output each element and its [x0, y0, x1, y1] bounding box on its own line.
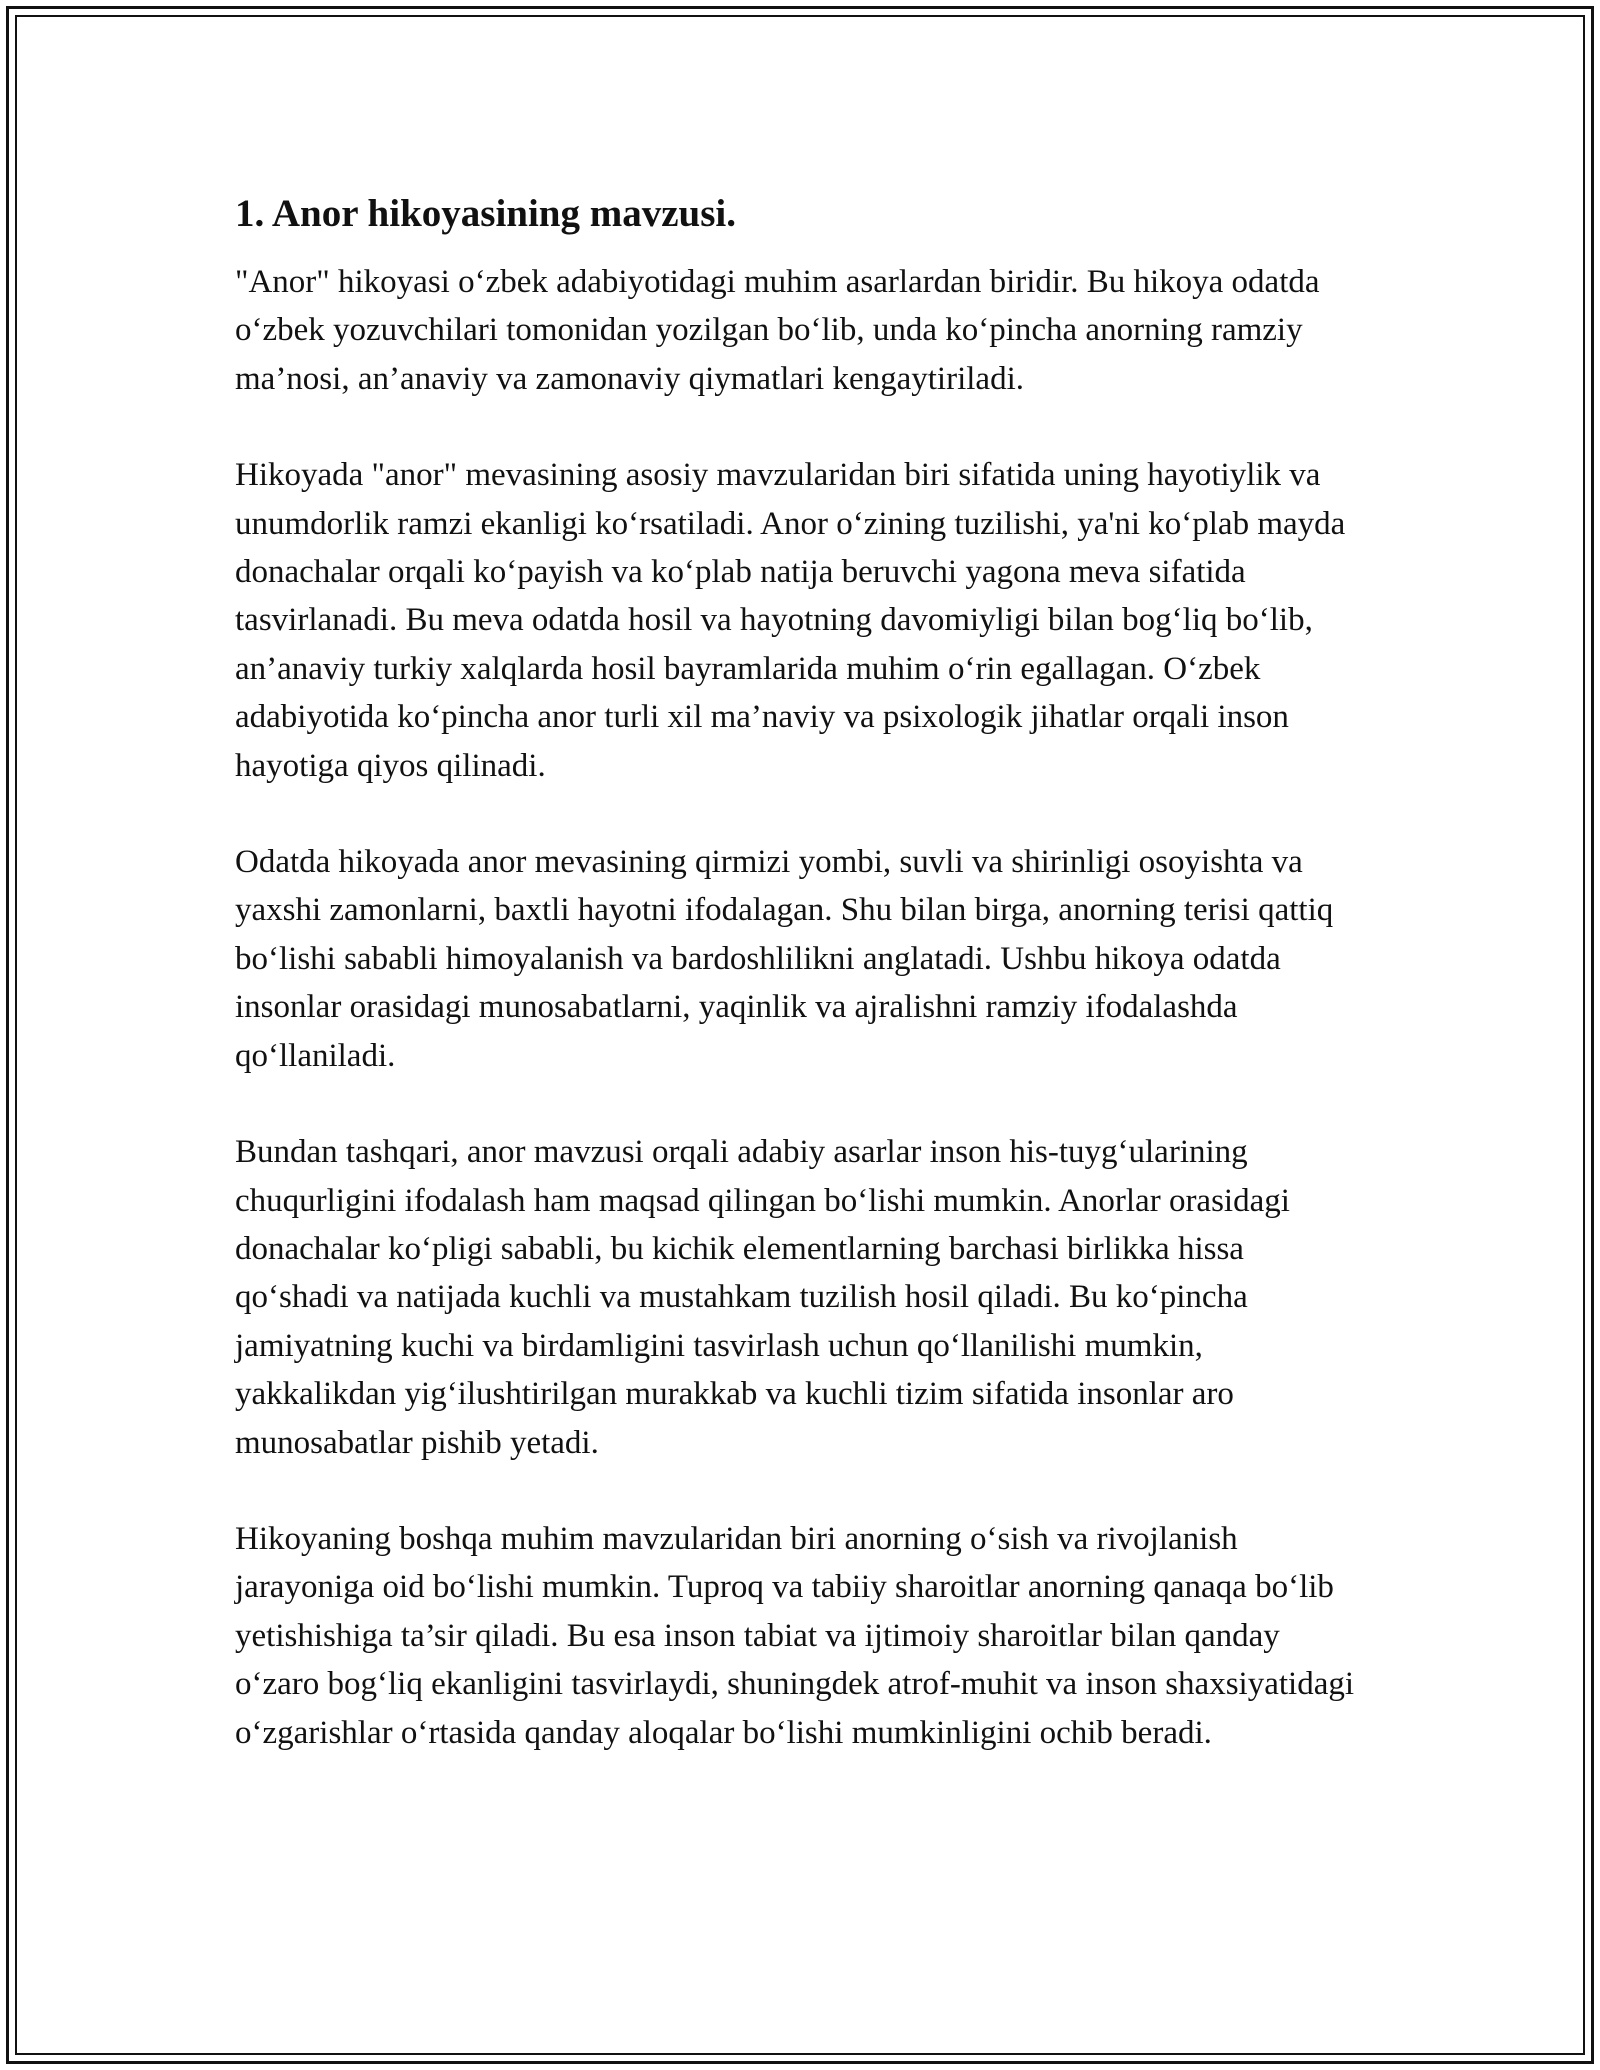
document-body — [235, 188, 1365, 1805]
paragraph-4: Bundan tashqari, anor mavzusi orqali adabiy asarlar inson his-tuyg‘ularining chuqurligini ifodalash ham maqsad qilingan bo‘lishi mumkin. Anorlar orasidagi donachalar ko‘pligi sababli, bu kichik elementlarning barchasi birlikka hissa qo‘shadi va natijada kuchli va mustahkam tuzilish hosil qiladi. Bu ko‘pincha jamiyatning kuchi va birdamligini tasvirlash uchun qo‘llanilishi mumkin, yakkalikdan yig‘ilushtirilgan murakkab va kuchli tizim sifatida insonlar aro munosabatlar pishib yetadi. — [235, 1134, 1290, 1461]
paragraph-1: "Anor" hikoyasi o‘zbek adabiyotidagi muhim asarlardan biridir. Bu hikoya odatda o‘zbek yozuvchilari tomonidan yozilgan bo‘lib, unda ko‘pincha anorning ramziy ma’nosi, an’anaviy va zamonaviy qiymatlari kengaytiriladi. — [235, 264, 1320, 397]
paragraph-3: Odatda hikoyada anor mevasining qirmizi yombi, suvli va shirinligi osoyishta va yaxshi zamonlarni, baxtli hayotni ifodalagan. Shu bilan birga, anorning terisi qattiq bo‘lishi sababli himoyalanish va bardoshlilikni anglatadi. Ushbu hikoya odatda insonlar orasidagi munosabatlarni, yaqinlik va ajralishni ramziy ifodalashda qo‘llaniladi. — [235, 844, 1334, 1074]
paragraph-2: Hikoyada "anor" mevasining asosiy mavzularidan biri sifatida uning hayotiylik va unumdorlik ramzi ekanligi ko‘rsatiladi. Anor o‘zining tuzilishi, ya'ni ko‘plab mayda donachalar orqali ko‘payish va ko‘plab natija beruvchi yagona meva sifatida tasvirlanadi. Bu meva odatda hosil va hayotning davomiyligi bilan bog‘liq bo‘lib, an’anaviy turkiy xalqlarda hosil bayramlarida muhim o‘rin egallagan. O‘zbek adabiyotida ko‘pincha anor turli xil ma’naviy va psixologik jihatlar orqali inson hayotiga qiyos qilinadi. — [235, 457, 1346, 784]
paragraph-5: Hikoyaning boshqa muhim mavzularidan biri anorning o‘sish va rivojlanish jarayoniga oid bo‘lishi mumkin. Tuproq va tabiiy sharoitlar anorning qanaqa bo‘lib yetishishiga ta’sir qiladi. Bu esa inson tabiat va ijtimoiy sharoitlar bilan qanday o‘zaro bog‘liq ekanligini tasvirlaydi, shuningdek atrof-muhit va inson shaxsiyatidagi o‘zgarishlar o‘rtasida qanday aloqalar bo‘lishi mumkinligini ochib beradi. — [235, 1520, 1355, 1751]
section-heading: 1. Anor hikoyasining mavzusi. — [235, 192, 737, 235]
